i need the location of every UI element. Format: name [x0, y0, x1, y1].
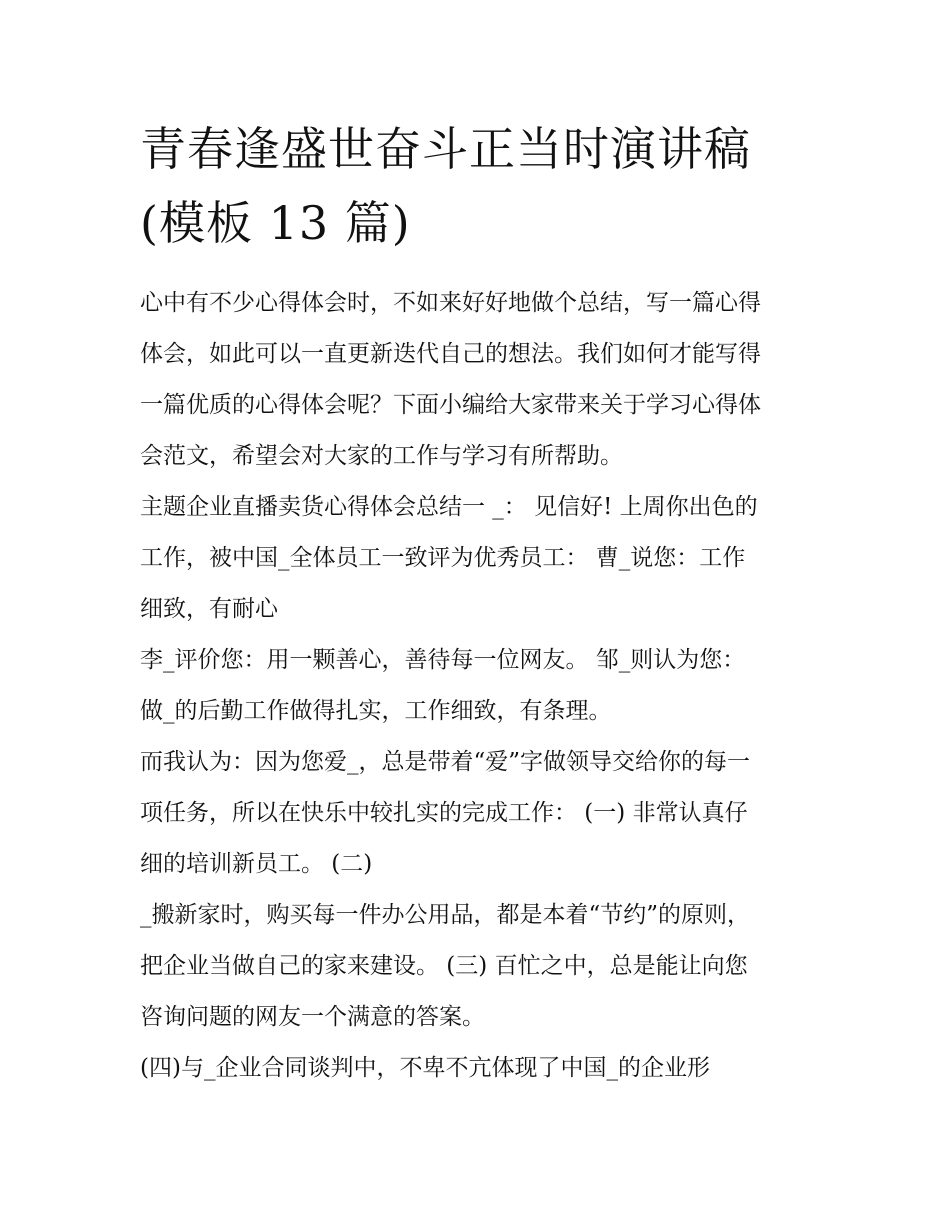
paragraph-evaluations [140, 635, 820, 737]
text-line: 体会，如此可以一直更新迭代自己的想法。我们如何才能写得 [140, 341, 761, 367]
title-line: (模板 13 篇) [140, 196, 411, 250]
text-line: 做_的后勤工作做得扎实，工作细致，有条理。 [140, 698, 612, 724]
text-line: 工作，被中国_全体员工一致评为优秀员工： 曹_说您：工作 [140, 545, 746, 571]
document-title [140, 112, 830, 260]
text-line: 项任务，所以在快乐中较扎实的完成工作： (一) 非常认真仔 [140, 800, 748, 826]
text-line: 主题企业直播卖货心得体会总结一 _： 见信好! 上周你出色的 [140, 494, 758, 520]
paragraph-intro [140, 278, 820, 482]
text-line: 心中有不少心得体会时，不如来好好地做个总结，写一篇心得 [140, 290, 761, 316]
document-body [140, 278, 820, 1094]
text-line: 细的培训新员工。 (二) [140, 851, 373, 877]
paragraph-opinion [140, 737, 820, 890]
title-line: 青春逢盛世奋斗正当时演讲稿 [140, 122, 751, 176]
text-line: 咨询问题的网友一个满意的答案。 [140, 1004, 485, 1030]
text-line: (四)与_企业合同谈判中，不卑不亢体现了中国_的企业形 [140, 1055, 710, 1081]
text-line: 李_评价您：用一颗善心，善待每一位网友。 邹_则认为您： [140, 647, 746, 673]
text-line: 把企业当做自己的家来建设。 (三) 百忙之中，总是能让向您 [140, 953, 748, 979]
text-line: 会范文，希望会对大家的工作与学习有所帮助。 [140, 443, 623, 469]
paragraph-letter-opening [140, 482, 820, 635]
text-line: 细致，有耐心 [140, 596, 278, 622]
text-line: 一篇优质的心得体会呢？下面小编给大家带来关于学习心得体 [140, 392, 761, 418]
paragraph-moving [140, 890, 820, 1043]
text-line: 而我认为：因为您爱_，总是带着“爱”字做领导交给你的每一 [140, 749, 751, 775]
paragraph-negotiation [140, 1043, 820, 1094]
text-line: _搬新家时，购买每一件办公用品，都是本着“节约”的原则， [140, 902, 751, 928]
